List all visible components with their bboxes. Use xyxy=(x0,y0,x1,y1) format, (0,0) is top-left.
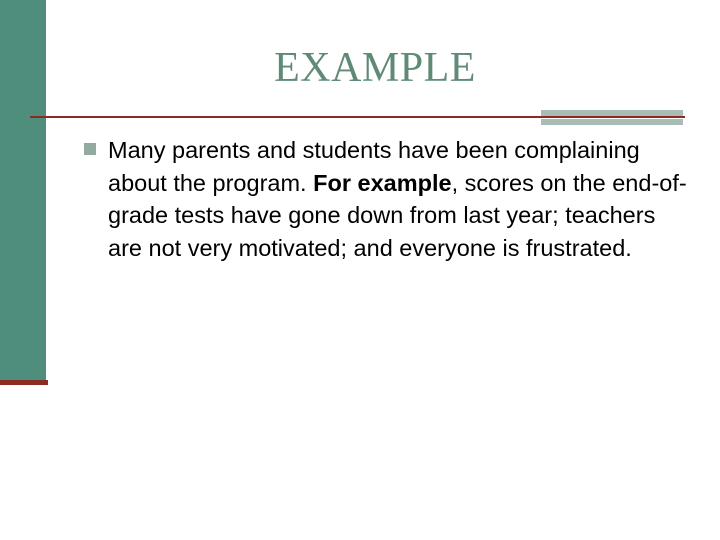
bullet-text xyxy=(108,134,694,264)
title-divider-rule xyxy=(30,116,685,118)
sidebar-foot-rule xyxy=(0,380,48,385)
left-sidebar-band xyxy=(0,0,46,382)
bullet-text-rest: , scores on the end-of-grade tests have gone down from last year; teachers are not very motivated; and everyone is frustrated. xyxy=(108,169,687,261)
bullet-item xyxy=(84,134,694,264)
bullet-text-emphasis: For example xyxy=(313,169,452,196)
bullet-text-lead: Many parents and students have been complaining about the program. xyxy=(108,137,640,196)
title-accent-bar-lower xyxy=(541,119,683,125)
slide-title: EXAMPLE xyxy=(274,45,476,91)
square-bullet-icon xyxy=(84,143,96,155)
